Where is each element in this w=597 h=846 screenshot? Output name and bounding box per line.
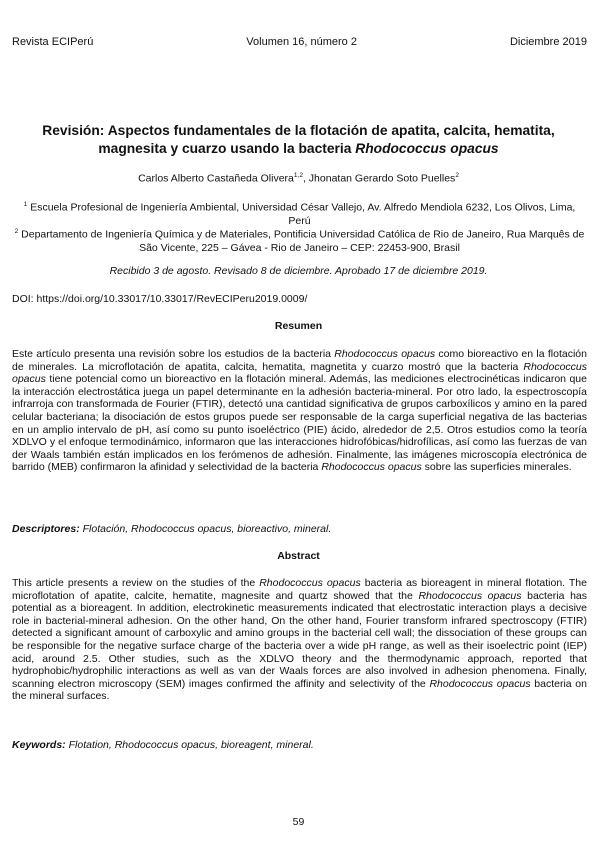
running-header [12,36,587,48]
title-text: Revisión: Aspectos fundamentales de la flotación de apatita, calcita, hematita, magnesita y cuarzo usando la bacteria [42,123,555,156]
resumen-text-3: tiene potencial como un bioreactivo en la flotación mineral. Además, las mediciones electrocinéticas indicaron que la interacción electrostática juega un papel determinante en la adhesión bacteria-mineral. Por otro lado, la espectroscopía infrarroja con transformada de Fourier (FTIR), detectó una cantidad significativa de grupos carboxílicos y amino en la pared celular bacteriana; la disociación de estos grupos puede ser responsable de la carga superficial negativa de las bacterias en un amplio intervalo de pH, así como su punto isoeléctrico (PIE) ácido, alrededor de 2,5. Otros estudios como la teoría XDLVO y el enfoque termodinámico, informaron que las interacciones hidrofóbicas/hidrofílicas, así como las fuerzas de van der Waals también están implicados en los ferómenos de adhesión. Finalmente, las imágenes microscopía electrónica de barrido (MEB) confirmaron la afinidad y selectividad de la bacteria [12,373,587,474]
doi-link[interactable]: DOI: https://doi.org/10.33017/10.33017/RevECIPeru2019.0009/ [12,293,308,305]
descriptores-line [12,523,587,535]
abstract-text-4: bacteria on the mineral surfaces. [12,677,587,703]
title-species: Rhodococcus opacus [355,141,499,156]
affiliation-1-text: Escuela Profesional de Ingeniería Ambiental, Universidad César Vallejo, Av. Alfredo Mendiola 6232, Los Olivos, Lima, Perú [27,201,576,228]
affiliation-2-num: 2 [14,228,19,235]
resumen-heading: Resumen [274,320,323,332]
abstract-species-3: Rhodococcus opacus [429,677,531,690]
resumen-text-1: Este artículo presenta una revisión sobre los estudios de la bacteria [12,348,335,360]
descriptores-label: Descriptores: [12,523,80,535]
abstract-text-3: bacteria has potential as a bioreagent. In addition, electrokinetic measurements indicated that electrostatic interaction plays a decisive role in bacterial-mineral adhesion. On the other hand, On the other hand, Fourier transform infrared spectroscopy (FTIR) detected a significant amount of carboxylic and amino groups in the bacterial cell wall; the dissociation of these groups can be responsible for the negative surface charge of the bacteria over a wide pH range, as well as their isoelectric point (IEP) acid, around 2.5. Other studies, such as the XDLVO theory and the thermodynamic approach, reported that hydrophobic/hydrophilic interactions as well as van der Waals forces are also involved in adhesion phenomena. Finally, scanning electron microscopy (SEM) images confirmed the affinity and selectivity of the [12,589,587,690]
resumen-text-2: como bioreactivo en la flotación de minerales. La microflotación de apatita, calcita, hematita, magnetita y cuarzo mostró que la bacteria [12,348,587,373]
issue-date: Diciembre 2019 [509,36,587,48]
resumen-species-3: Rhodococcus opacus [321,461,422,474]
keywords-label: Keywords: [12,739,66,751]
resumen-paragraph [12,348,587,474]
volume-issue: Volumen 16, número 2 [246,36,357,48]
author-2: Jhonatan Gerardo Soto Puelles [308,172,456,185]
page-number: 59 [292,816,305,828]
author-list [0,172,597,185]
author-1: Carlos Alberto Castañeda Olivera [138,172,294,185]
affiliation-2 [14,225,585,256]
resumen-species-1: Rhodococcus opacus [334,348,436,360]
resumen-text-4: sobre las superficies minerales. [421,461,572,474]
abstract-text-2: bacteria as bioreagent in mineral flotation. The microflotation of apatite, calcite, hematite, magnesite and quartz showed that the [12,577,587,602]
descriptores-value: Flotación, Rhodococcus opacus, bioreactivo, mineral. [79,523,332,535]
affiliation-2-text: Departamento de Ingeniería Química y de Materiales, Pontificia Universidad Católica de Rio de Janeiro, Rua Marquês de São Vicente, 225 – Gávea - Rio de Janeiro – CEP: 22453-900, Brasil [18,228,585,255]
abstract-heading: Abstract [277,550,320,562]
keywords-line [12,739,587,751]
abstract-species-1: Rhodococcus opacus [259,577,361,589]
received-dates: Recibido 3 de agosto. Revisado 8 de diciembre. Aprobado 17 de diciembre 2019. [109,265,488,277]
keywords-value: Flotation, Rhodococcus opacus, bioreagent, mineral. [65,739,314,751]
author-2-affil: 2 [455,172,459,179]
affiliation-1-num: 1 [23,201,28,208]
abstract-text-1: This article presents a review on the studies of the [12,577,260,589]
abstract-species-2: Rhodococcus opacus [418,589,522,602]
article-title [14,122,583,158]
author-separator: , [302,172,309,185]
author-1-affil: 1,2 [293,172,303,179]
journal-name: Revista ECIPerú [12,36,94,48]
resumen-species-2: Rhodococcus opacus [12,360,587,386]
abstract-paragraph [12,577,587,703]
